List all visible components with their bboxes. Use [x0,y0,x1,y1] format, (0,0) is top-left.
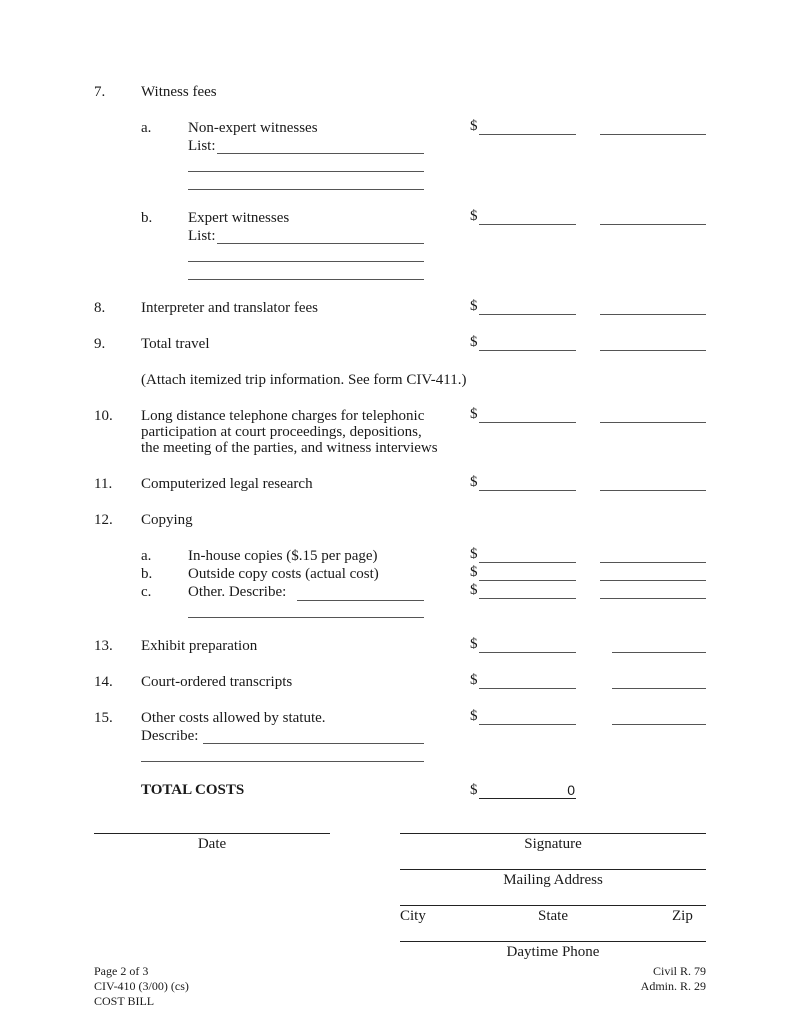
amount-claimed-line[interactable] [479,422,576,423]
city-state-zip-line[interactable] [400,905,706,906]
signature-label: Signature [524,836,582,852]
item-12b-letter: b. [141,566,153,582]
amount-claimed-line[interactable] [479,224,576,225]
amount-allowed-line[interactable] [600,422,706,423]
item-8-number: 8. [94,300,106,316]
amount-allowed-line[interactable] [600,224,706,225]
item-9-label: Total travel [141,336,210,352]
item-9-note: (Attach itemized trip information. See form CIV-411.) [141,372,467,388]
amount-claimed-line[interactable] [479,652,576,653]
item-12-number: 12. [94,512,113,528]
amount-claimed-line[interactable] [479,598,576,599]
date-label: Date [197,836,227,852]
item-12c-letter: c. [141,584,152,600]
item-14-number: 14. [94,674,113,690]
mailing-address-line[interactable] [400,869,706,870]
total-costs-field[interactable] [470,782,577,800]
item-12a-letter: a. [141,548,152,564]
date-line[interactable] [94,833,330,834]
amount-claimed-line[interactable] [479,490,576,491]
item-7a-list-line-2[interactable] [188,171,424,172]
city-label: City [400,908,426,924]
item-7a-list-label: List: [188,138,216,154]
item-15-number: 15. [94,710,113,726]
item-10-label-line-3: the meeting of the parties, and witness interviews [141,440,438,456]
item-10-number: 10. [94,408,113,424]
amount-claimed-line[interactable] [479,580,576,581]
amount-allowed-line[interactable] [600,350,706,351]
item-7a-label: Non-expert witnesses [188,120,318,136]
dollar-sign: $ [470,564,478,580]
dollar-sign: $ [470,208,478,224]
dollar-sign: $ [470,672,478,688]
dollar-sign: $ [470,708,478,724]
item-8-label: Interpreter and translator fees [141,300,318,316]
dollar-sign: $ [470,334,478,350]
total-costs-line [479,798,576,799]
dollar-sign: $ [470,406,478,422]
dollar-sign: $ [470,582,478,598]
daytime-phone-label: Daytime Phone [506,944,600,960]
state-label: State [538,908,568,924]
amount-allowed-line[interactable] [600,562,706,563]
item-12c-describe-line-2[interactable] [188,617,424,618]
amount-allowed-line[interactable] [600,580,706,581]
item-15-label: Other costs allowed by statute. [141,710,326,726]
total-costs-value: 0 [567,782,575,798]
item-12b-label: Outside copy costs (actual cost) [188,566,379,582]
item-13-label: Exhibit preparation [141,638,258,654]
item-13-number: 13. [94,638,113,654]
item-15-describe-label: Describe: [141,728,199,744]
item-7b-label: Expert witnesses [188,210,290,226]
item-12c-label: Other. Describe: [188,584,287,600]
amount-claimed-line[interactable] [479,134,576,135]
item-15-describe-line-2[interactable] [141,761,424,762]
item-7b-list-line-1[interactable] [217,243,424,244]
amount-allowed-line[interactable] [612,688,706,689]
signature-line[interactable] [400,833,706,834]
dollar-sign: $ [470,118,478,134]
dollar-sign: $ [470,474,478,490]
footer-civil-rule: Civil R. 79 [652,964,706,978]
amount-claimed-line[interactable] [479,688,576,689]
dollar-sign: $ [470,298,478,314]
amount-allowed-line[interactable] [612,652,706,653]
daytime-phone-line[interactable] [400,941,706,942]
item-7a-list-line-3[interactable] [188,189,424,190]
footer-form-name: COST BILL [94,994,155,1008]
zip-label: Zip [672,908,693,924]
item-7-label: Witness fees [141,84,217,100]
amount-allowed-line[interactable] [600,490,706,491]
item-14-label: Court-ordered transcripts [141,674,293,690]
footer-form-id: CIV-410 (3/00) (cs) [94,979,189,993]
amount-allowed-line[interactable] [612,724,706,725]
item-12c-describe-line-1[interactable] [297,600,424,601]
dollar-sign: $ [470,782,478,798]
item-7-number: 7. [94,84,106,100]
item-7b-list-line-2[interactable] [188,261,424,262]
item-7b-list-line-3[interactable] [188,279,424,280]
item-15-describe-line-1[interactable] [203,743,424,744]
amount-allowed-line[interactable] [600,314,706,315]
amount-allowed-line[interactable] [600,134,706,135]
amount-claimed-line[interactable] [479,562,576,563]
item-11-label: Computerized legal research [141,476,313,492]
amount-claimed-line[interactable] [479,724,576,725]
amount-claimed-line[interactable] [479,314,576,315]
footer-page-number: Page 2 of 3 [94,964,149,978]
amount-allowed-line[interactable] [600,598,706,599]
mailing-address-label: Mailing Address [503,872,603,888]
item-12-label: Copying [141,512,193,528]
item-9-number: 9. [94,336,106,352]
item-7b-list-label: List: [188,228,216,244]
item-12a-label: In-house copies ($.15 per page) [188,548,378,564]
item-10-label-line-2: participation at court proceedings, depositions, [141,424,422,440]
item-11-number: 11. [94,476,113,492]
total-costs-label: TOTAL COSTS [141,782,245,798]
footer-admin-rule: Admin. R. 29 [640,979,706,993]
dollar-sign: $ [470,546,478,562]
amount-claimed-line[interactable] [479,350,576,351]
item-7b-letter: b. [141,210,153,226]
item-7a-letter: a. [141,120,152,136]
dollar-sign: $ [470,636,478,652]
item-7a-list-line-1[interactable] [217,153,424,154]
item-10-label-line-1: Long distance telephone charges for telephonic [141,408,425,424]
